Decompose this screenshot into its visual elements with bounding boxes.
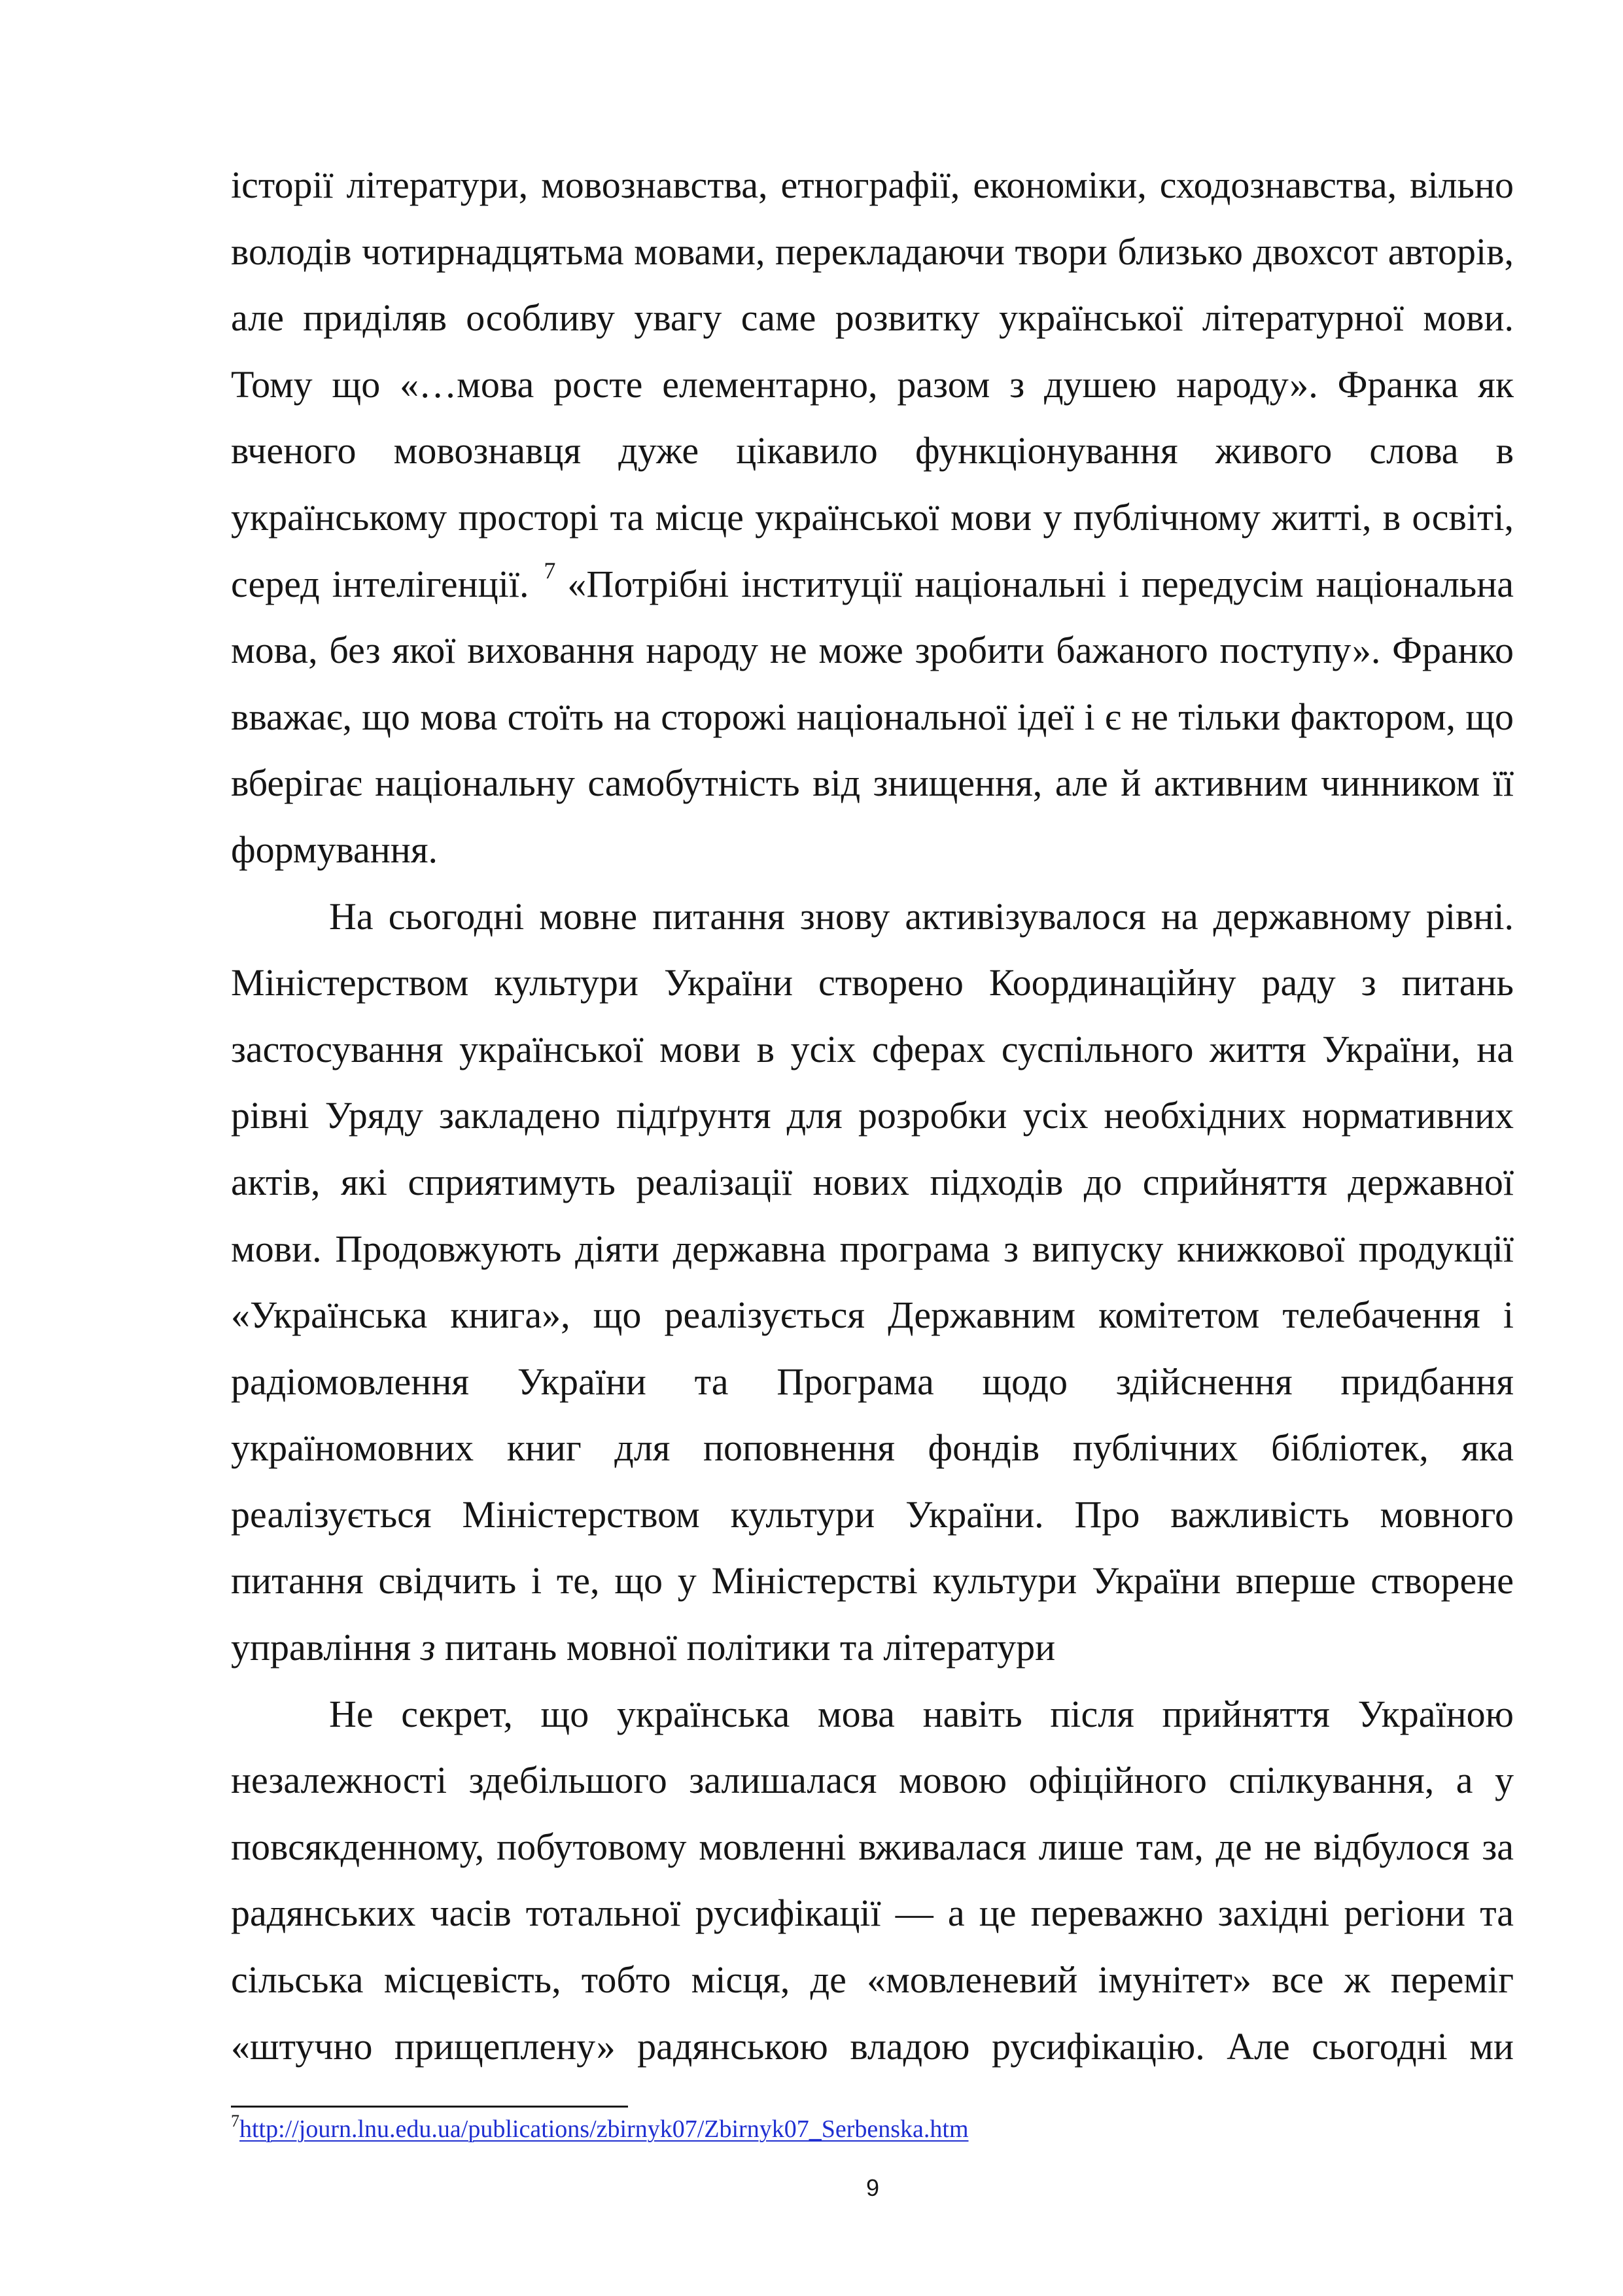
body-text [231, 152, 1514, 2079]
page-number: 9 [865, 2174, 880, 2201]
paragraph-2 [231, 883, 1514, 1681]
footnote-reference[interactable]: 7 [544, 557, 556, 584]
footnote [231, 2111, 969, 2147]
footnote-link[interactable]: http://journ.lnu.edu.ua/publications/zbirnyk07/Zbirnyk07_Serbenska.htm [239, 2115, 969, 2143]
footnote-marker: 7 [231, 2111, 239, 2130]
paragraph-1 [231, 152, 1514, 883]
paragraph-2-text-end: питань мовної політики та літератури [444, 1626, 1056, 1669]
paragraph-3-text: Не секрет, що українська мова навіть після прийняття Україною незалежності здебільшого залишалася мовою офіційного спілкування, а у повсякденному, побутовому мовленні вживалася лише там, де не відбулося за радянських часів тотальної русифікації — а це переважно західні регіони та сільська місцевість, тобто місця, де «мовленевий імунітет» все ж переміг «штучно прищеплену» радянською владою русифікацію. Але сьогодні ми [231, 1692, 1514, 2068]
paragraph-3 [231, 1681, 1514, 2080]
paragraph-2-text: На сьогодні мовне питання знову активізувалося на державному рівні. Міністерством культури України створено Координаційну раду з питань застосування української мови в усіх сферах суспільного життя України, на рівні Уряду закладено підґрунтя для розробки усіх необхідних нормативних актів, які сприятимуть реалізації нових підходів до сприйняття державної мови. Продовжують діяти державна програма з випуску книжкової продукції «Українська книга», що реалізується Державним комітетом телебачення і радіомовлення України та Програма щодо здійснення придбання україномовних книг для поповнення фондів публічних бібліотек, яка реалізується Міністерством культури України. Про важливість мовного питання свідчить і те, що у Міністерстві культури України вперше створене управління [231, 894, 1514, 1669]
footnote-separator [231, 2106, 628, 2108]
paragraph-1-text: історії літератури, мовознавства, етнографії, економіки, сходознавства, вільно володів чотирнадцятьма мовами, перекладаючи твори близько двохсот авторів, але приділяв особливу увагу саме розвитку української літературної мови. Тому що «…мова росте елементарно, разом з душею народу». Франка як вченого мовознавця дуже цікавило функціонування живого слова в українському просторі та місце української мови у публічному житті, в освіті, серед інтелігенції. [231, 164, 1514, 605]
italic-word: з [420, 1626, 436, 1669]
paragraph-1-text-continued: «Потрібні інституції національні і передусім національна мова, без якої виховання народу не може зробити бажаного поступу». Франко вважає, що мова стоїть на сторожі національної ідеї і є не тільки фактором, що вберігає національну самобутність від знищення, але й активним чинником її формування. [231, 562, 1514, 871]
